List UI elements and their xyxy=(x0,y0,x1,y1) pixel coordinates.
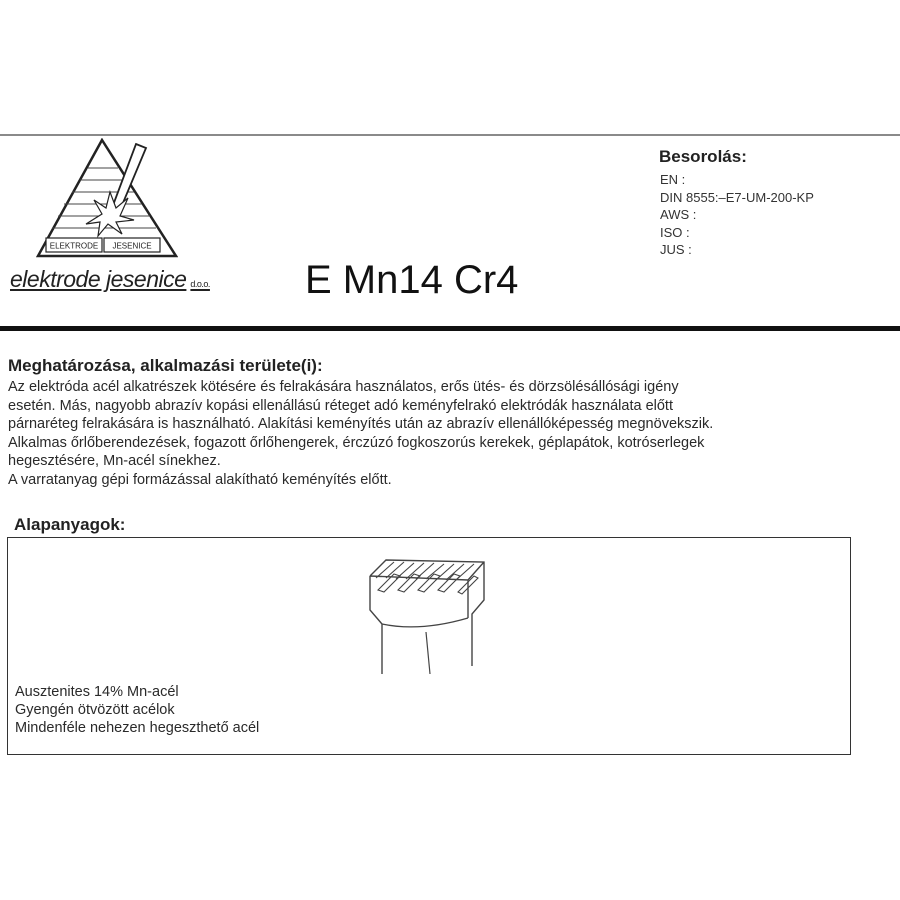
definition-line: A varratanyag gépi formázással alakítható keményítés előtt. xyxy=(8,471,392,488)
definition-line: párnaréteg felrakására is használható. Alakítási keményítés után az abrazív ellenállóképesség megnövekszik. xyxy=(8,416,714,432)
hammer-head-illustration xyxy=(360,548,494,676)
classification-block xyxy=(659,147,814,259)
brand-wordmark xyxy=(10,266,210,293)
definition-body xyxy=(8,378,888,489)
classification-jus: JUS : xyxy=(660,242,692,257)
base-materials-list xyxy=(15,683,259,737)
product-name: E Mn14 Cr4 xyxy=(305,258,519,302)
base-materials-title: Alapanyagok: xyxy=(14,515,126,534)
definition-line: hegesztésére, Mn-acél sínekhez. xyxy=(8,453,221,469)
classification-en: EN : xyxy=(660,172,686,187)
list-item: Ausztenites 14% Mn-acél xyxy=(15,684,179,700)
definition-title: Meghatározása, alkalmazási területe(i): xyxy=(8,356,323,375)
definition-line: Alkalmas őrlőberendezések, fogazott őrlőhengerek, érczúzó fogkoszorús kerekek, géplapátok, kotróserlegek xyxy=(8,434,705,451)
brand-suffix: d.o.o. xyxy=(190,279,210,289)
list-item: Gyengén ötvözött acélok xyxy=(15,702,175,718)
definition-line: esetén. Más, nagyobb abrazív kopási ellenállású réteget adó keményfelrakó elektródák használata előtt xyxy=(8,397,673,414)
classification-din: DIN 8555:–E7-UM-200-KP xyxy=(660,189,814,205)
brand-name: elektrode jesenice xyxy=(10,266,187,292)
definition-line: Az elektróda acél alkatrészek kötésére és felrakására használatos, erős ütés- és dörzsölésállósági igény xyxy=(8,379,679,395)
classification-iso: ISO : xyxy=(660,224,690,240)
list-item: Mindenféle nehezen hegeszthető acél xyxy=(15,720,260,736)
definition-section xyxy=(8,356,888,489)
svg-text:ELEKTRODE: ELEKTRODE xyxy=(49,241,99,251)
top-rule xyxy=(0,134,900,136)
classification-aws: AWS : xyxy=(660,207,697,222)
elektrode-jesenice-logo xyxy=(36,138,178,258)
svg-text:JESENICE: JESENICE xyxy=(112,241,152,251)
classification-title: Besorolás: xyxy=(659,147,747,166)
header-divider xyxy=(0,326,900,331)
base-materials-box xyxy=(7,537,851,755)
